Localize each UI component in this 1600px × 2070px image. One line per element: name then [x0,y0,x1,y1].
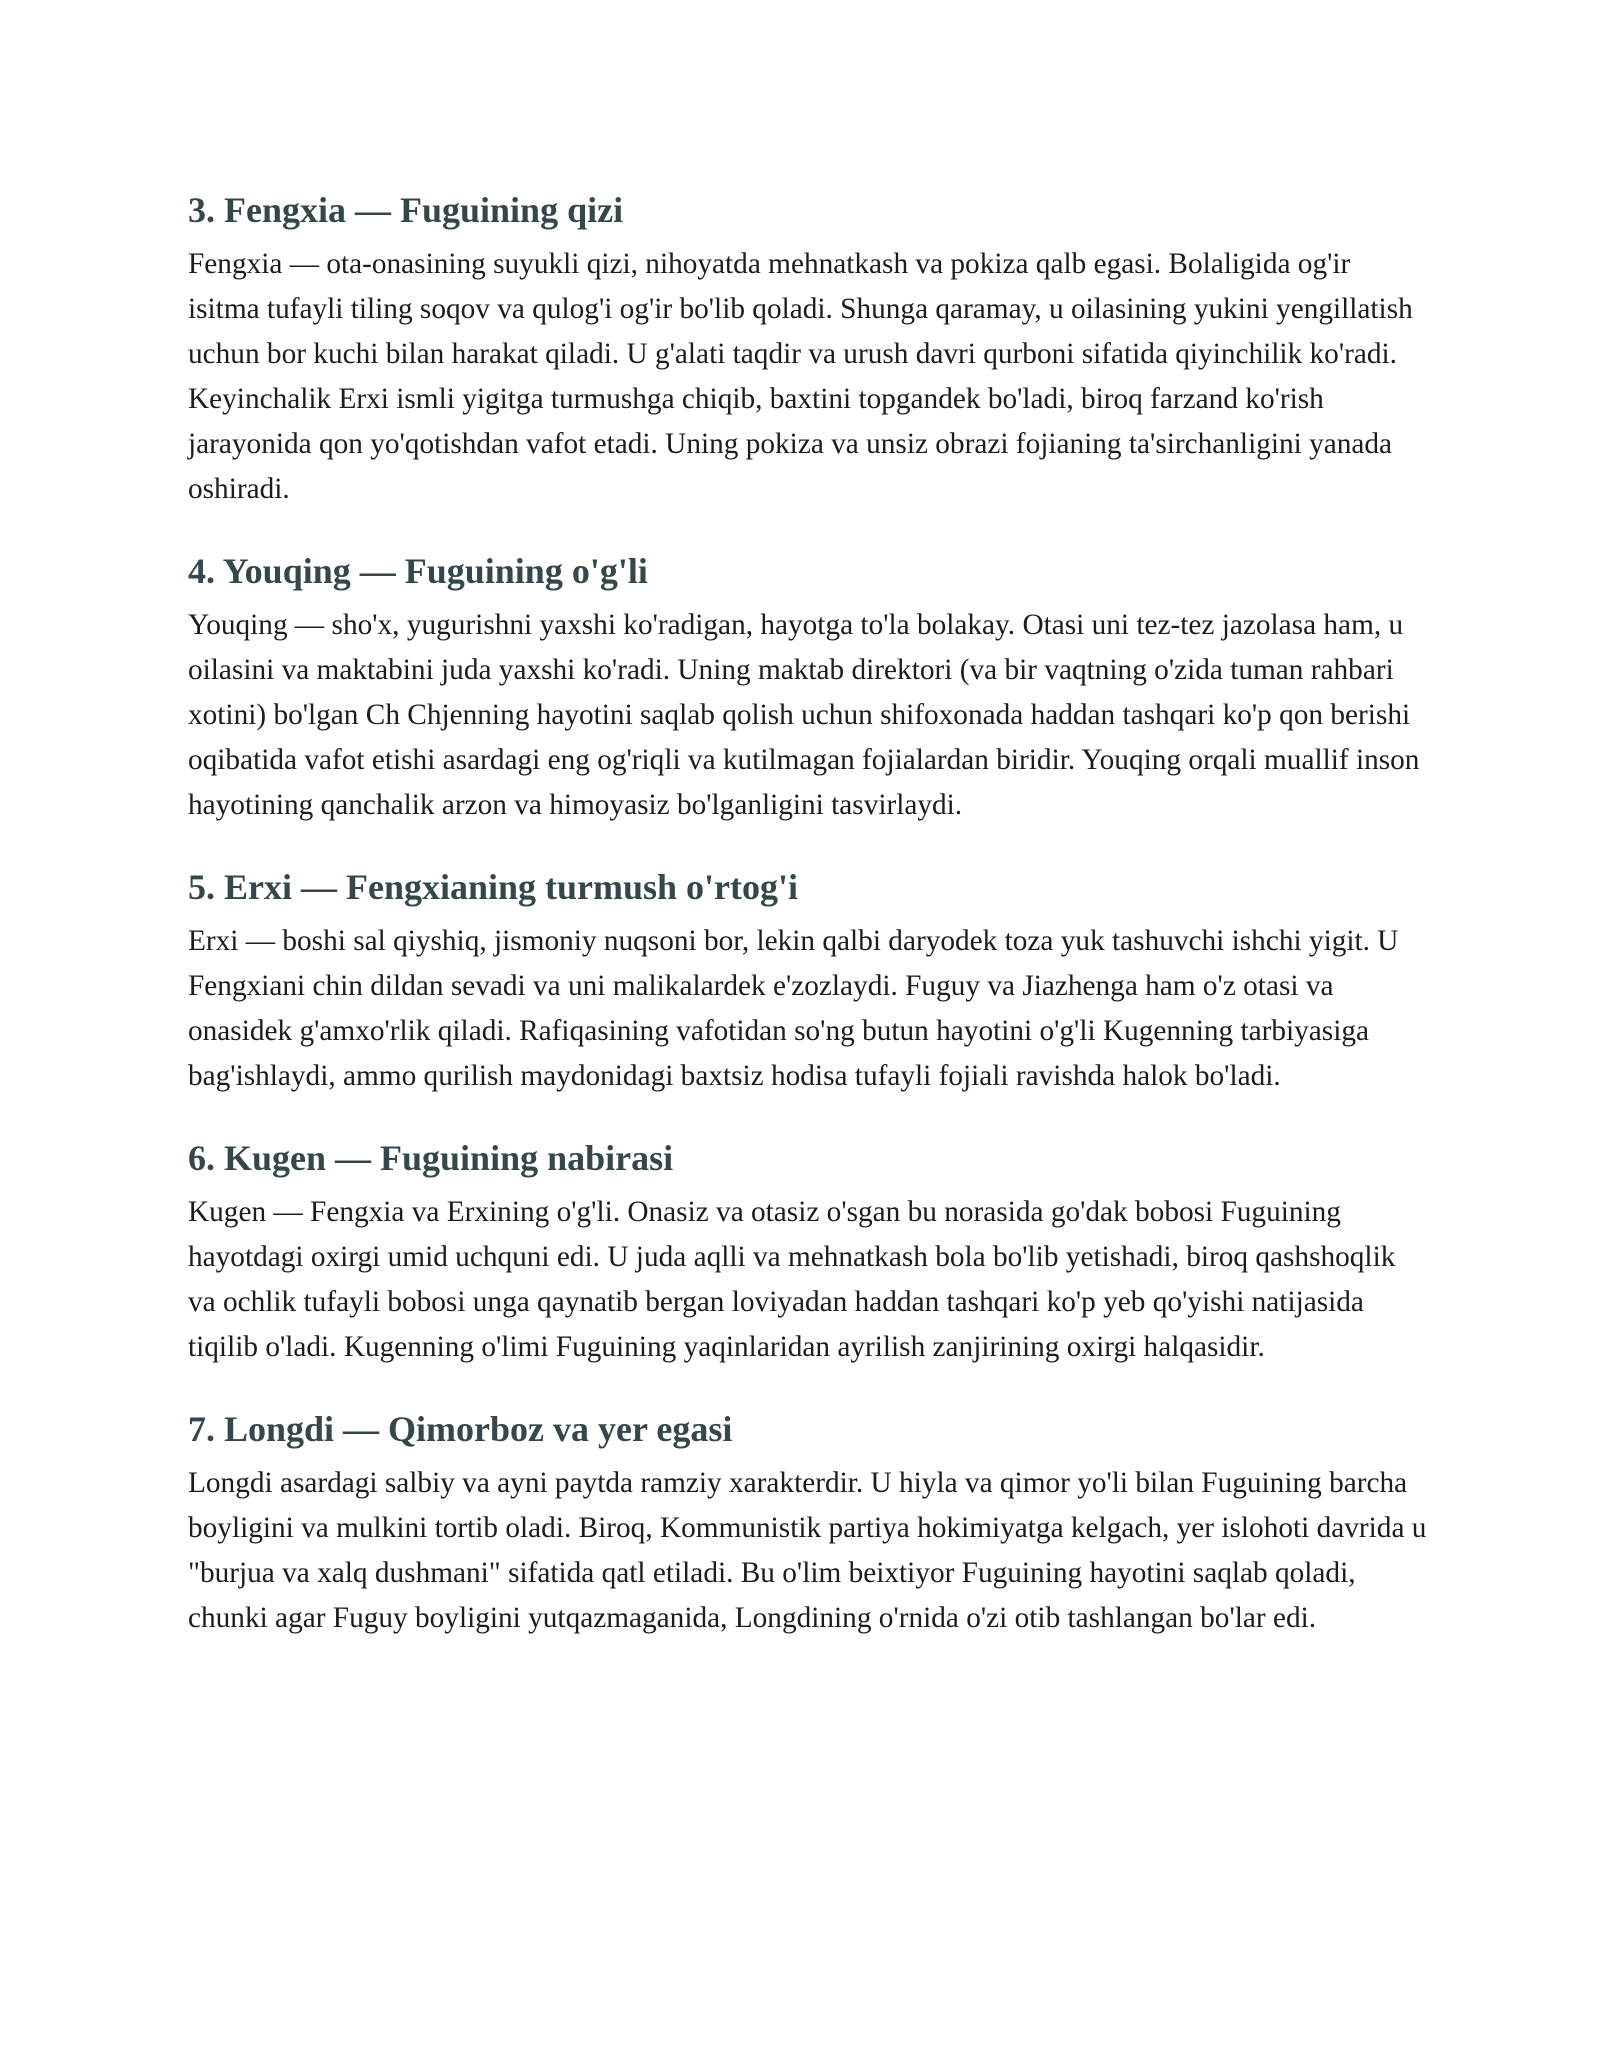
section-title: 4. Youqing — Fuguining o'g'li [188,551,648,591]
section-title: 5. Erxi — Fengxianing turmush o'rtog'i [188,867,799,907]
section-title: 7. Longdi — Qimorboz va yer egasi [188,1409,733,1449]
document-page [188,184,1428,1674]
section-kugen [188,1132,1428,1370]
section-fengxia [188,184,1428,512]
section-body: Erxi — boshi sal qiyshiq, jismoniy nuqsoni bor, lekin qalbi daryodek toza yuk tashuvchi ishchi yigit. U Fengxiani chin dildan sevadi va uni malikalardek e'zozlaydi. Fuguy va Jiazhenga ham o'z otasi va onasidek g'amxo'rlik qiladi. Rafiqasining vafotidan so'ng butun hayotini o'g'li Kugenning tarbiyasiga bag'ishlaydi, ammo qurilish maydonidagi baxtsiz hodisa tufayli fojiali ravishda halok bo'ladi. [188,925,1399,1092]
section-title: 3. Fengxia — Fuguining qizi [188,190,624,230]
section-title: 6. Kugen — Fuguining nabirasi [188,1138,674,1178]
section-body: Longdi asardagi salbiy va ayni paytda ramziy xarakterdir. U hiyla va qimor yo'li bilan Fuguining barcha boyligini va mulkini tortib oladi. Biroq, Kommunistik partiya hokimiyatga kelgach, yer islohoti davrida u "burjua va xalq dushmani" sifatida qatl etiladi. Bu o'lim beixtiyor Fuguining hayotini saqlab qoladi, chunki agar Fuguy boyligini yutqazmaganida, Longdining o'rnida o'zi otib tashlangan bo'lar edi. [188,1467,1427,1634]
section-youqing [188,545,1428,828]
section-body: Kugen — Fengxia va Erxining o'g'li. Onasiz va otasiz o'sgan bu norasida go'dak bobosi Fuguining hayotdagi oxirgi umid uchquni edi. U juda aqlli va mehnatkash bola bo'lib yetishadi, biroq qashshoqlik va ochlik tufayli bobosi unga qaynatib bergan loviyadan haddan tashqari ko'p yeb qo'yishi natijasida tiqilib o'ladi. Kugenning o'limi Fuguining yaqinlaridan ayrilish zanjirining oxirgi halqasidir. [188,1196,1396,1363]
section-body: Fengxia — ota-onasining suyukli qizi, nihoyatda mehnatkash va pokiza qalb egasi. Bolaligida og'ir isitma tufayli tiling soqov va qulog'i og'ir bo'lib qoladi. Shunga qaramay, u oilasining yukini yengillatish uchun bor kuchi bilan harakat qiladi. U g'alati taqdir va urush davri qurboni sifatida qiyinchilik ko'radi. Keyinchalik Erxi ismli yigitga turmushga chiqib, baxtini topgandek bo'ladi, biroq farzand ko'rish jarayonida qon yo'qotishdan vafot etadi. Uning pokiza va unsiz obrazi fojianing ta'sirchanligini yanada oshiradi. [188,248,1413,505]
section-longdi [188,1403,1428,1641]
section-body: Youqing — sho'x, yugurishni yaxshi ko'radigan, hayotga to'la bolakay. Otasi uni tez-tez jazolasa ham, u oilasini va maktabini juda yaxshi ko'radi. Uning maktab direktori (va bir vaqtning o'zida tuman rahbari xotini) bo'lgan Ch Chjenning hayotini saqlab qolish uchun shifoxonada haddan tashqari ko'p qon berishi oqibatida vafot etishi asardagi eng og'riqli va kutilmagan fojialardan biridir. Youqing orqali muallif inson hayotining qanchalik arzon va himoyasiz bo'lganligini tasvirlaydi. [188,609,1420,821]
section-erxi [188,861,1428,1099]
